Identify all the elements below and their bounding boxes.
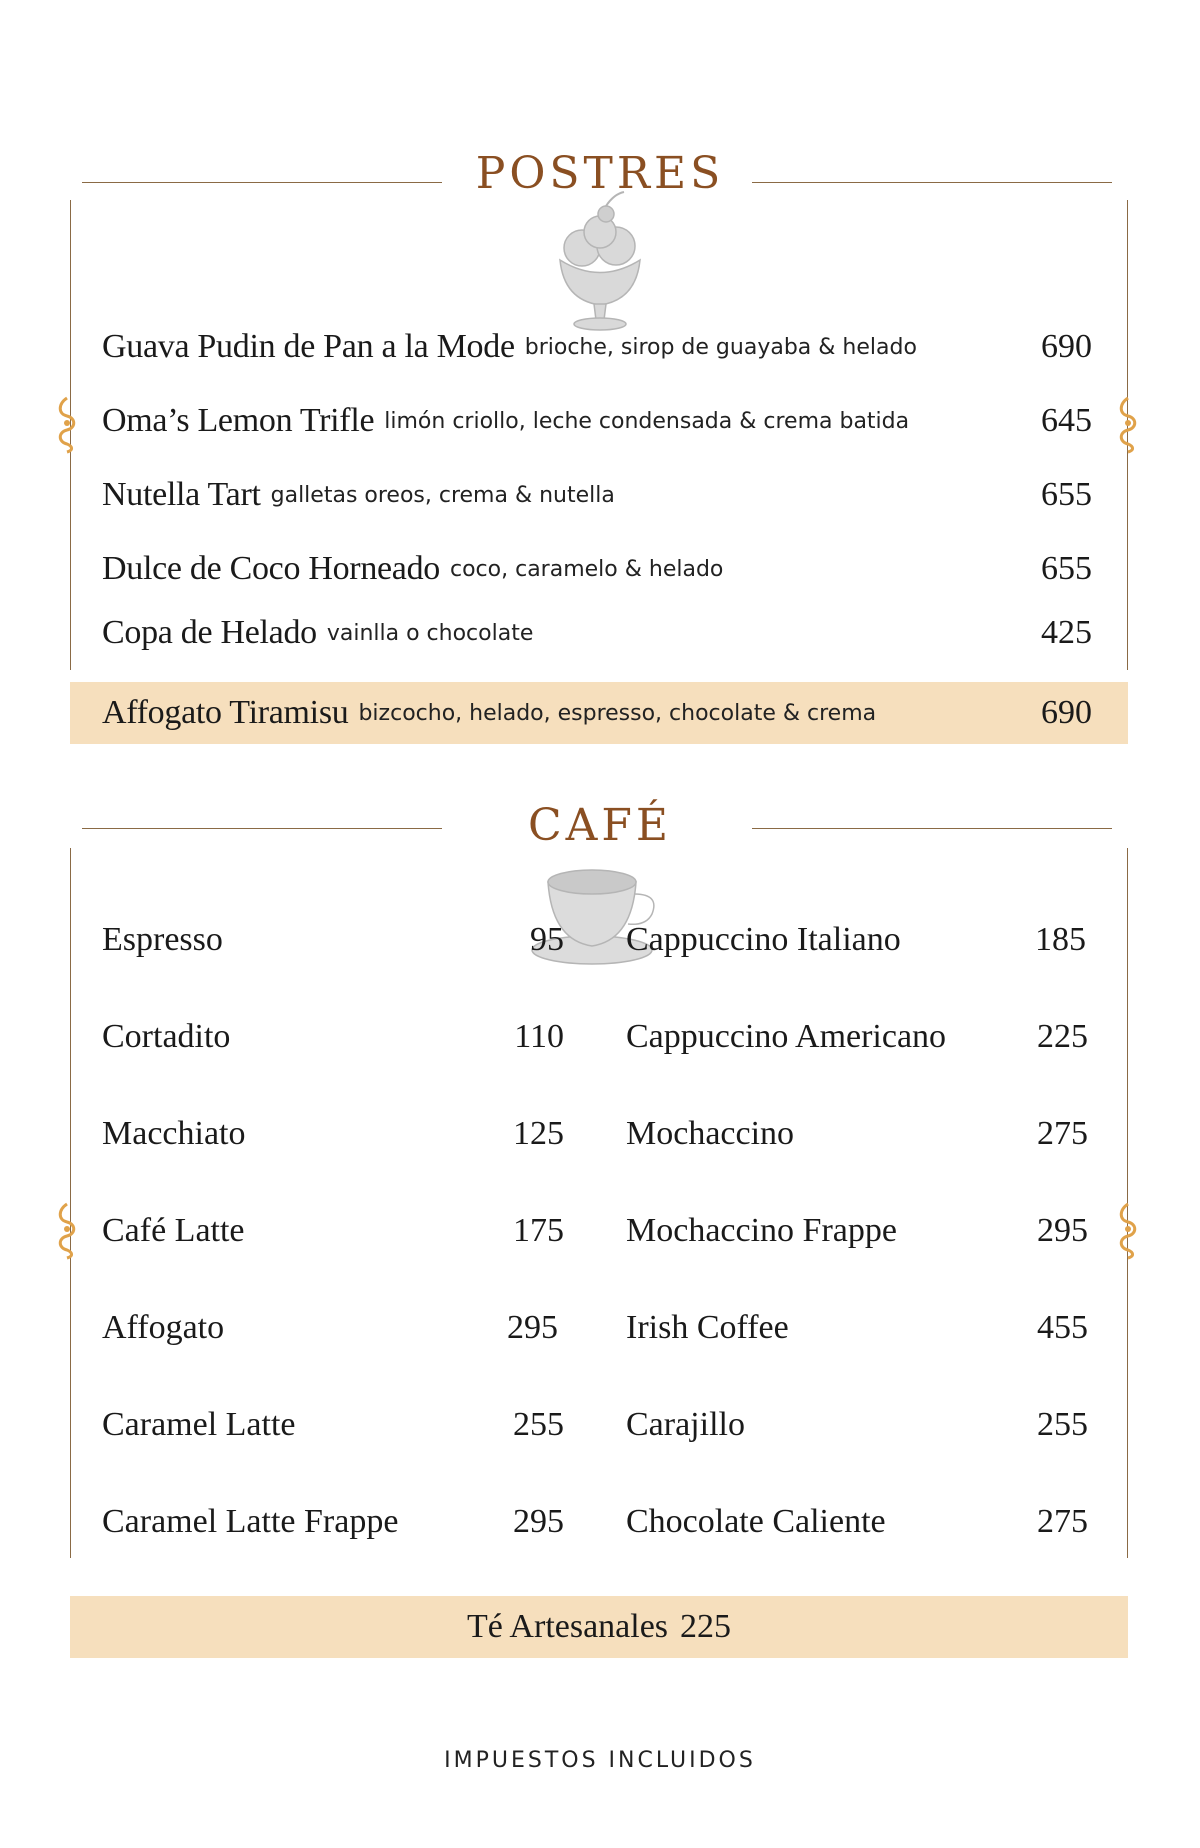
dessert-name: Affogato Tiramisu [102, 694, 349, 731]
coffee-name: Café Latte [102, 1212, 245, 1249]
coffee-name: Cortadito [102, 1018, 231, 1055]
coffee-price: 455 [1037, 1309, 1088, 1346]
coffee-name: Espresso [102, 921, 223, 958]
coffee-price: 225 [1037, 1018, 1088, 1055]
scroll-ornament-icon [1117, 396, 1139, 454]
coffee-row [102, 1012, 564, 1062]
coffee-name: Carajillo [626, 1406, 745, 1443]
dessert-row [102, 544, 1092, 594]
coffee-row [102, 1109, 564, 1159]
coffee-row [102, 1497, 564, 1547]
dessert-description: coco, caramelo & helado [450, 556, 724, 582]
dessert-description: vainlla o chocolate [326, 620, 534, 646]
dessert-row [102, 322, 1092, 372]
featured-dessert-row [102, 688, 1092, 738]
dessert-description: bizcocho, helado, espresso, chocolate & crema [358, 700, 877, 726]
coffee-price: 110 [514, 1018, 564, 1055]
coffee-price: 275 [1037, 1115, 1088, 1152]
dessert-description: galletas oreos, crema & nutella [270, 482, 615, 508]
coffee-row [626, 1303, 1088, 1353]
dessert-name: Copa de Helado [102, 614, 317, 651]
coffee-name: Chocolate Caliente [626, 1503, 886, 1540]
dessert-name: Guava Pudin de Pan a la Mode [102, 328, 515, 365]
dessert-row [102, 396, 1092, 446]
coffee-price: 95 [530, 921, 564, 958]
coffee-row [626, 1400, 1088, 1450]
coffee-row [626, 1497, 1088, 1547]
coffee-price: 295 [513, 1503, 564, 1540]
dessert-name: Dulce de Coco Horneado [102, 550, 440, 587]
coffee-name: Cappuccino Americano [626, 1018, 947, 1055]
scroll-ornament-icon [56, 396, 78, 454]
scroll-ornament-icon [56, 1202, 78, 1260]
dessert-price: 655 [1041, 476, 1092, 513]
coffee-row [626, 1206, 1088, 1256]
coffee-row [102, 1206, 564, 1256]
coffee-row [626, 915, 1086, 965]
coffee-price: 275 [1037, 1503, 1088, 1540]
dessert-price: 655 [1041, 550, 1092, 587]
coffee-name: Caramel Latte [102, 1406, 296, 1443]
dessert-name: Nutella Tart [102, 476, 261, 513]
dessert-price: 645 [1041, 402, 1092, 439]
dessert-row [102, 608, 1092, 658]
coffee-price: 125 [513, 1115, 564, 1152]
tea-price: 225 [680, 1608, 732, 1645]
coffee-price: 255 [1037, 1406, 1088, 1443]
postres-title: POSTRES [475, 148, 725, 199]
tea-name: Té Artesanales [466, 1608, 669, 1645]
coffee-name: Mochaccino Frappe [626, 1212, 897, 1249]
coffee-price: 255 [513, 1406, 564, 1443]
scroll-ornament-icon [1117, 1202, 1139, 1260]
coffee-price: 295 [1037, 1212, 1088, 1249]
coffee-name: Macchiato [102, 1115, 246, 1152]
coffee-name: Mochaccino [626, 1115, 795, 1152]
cafe-title: CAFÉ [527, 800, 673, 851]
dessert-row [102, 470, 1092, 520]
dessert-price: 425 [1041, 614, 1092, 651]
taxes-included-note: IMPUESTOS INCLUIDOS [444, 1748, 756, 1773]
dessert-price: 690 [1041, 694, 1092, 731]
coffee-name: Affogato [102, 1309, 225, 1346]
coffee-price: 175 [513, 1212, 564, 1249]
dessert-description: brioche, sirop de guayaba & helado [524, 334, 917, 360]
coffee-price: 185 [1035, 921, 1086, 958]
coffee-name: Cappuccino Italiano [626, 921, 901, 958]
sundae-illustration [540, 190, 660, 340]
coffee-row [626, 1109, 1088, 1159]
coffee-name: Caramel Latte Frappe [102, 1503, 399, 1540]
coffee-price: 295 [507, 1309, 558, 1346]
coffee-row [102, 1400, 564, 1450]
dessert-name: Oma’s Lemon Trifle [102, 402, 375, 439]
coffee-name: Irish Coffee [626, 1309, 789, 1346]
coffee-row [102, 1303, 558, 1353]
coffee-row [102, 915, 564, 965]
coffee-row [626, 1012, 1088, 1062]
tea-band [70, 1596, 1128, 1658]
dessert-price: 690 [1041, 328, 1092, 365]
dessert-description: limón criollo, leche condensada & crema batida [384, 408, 910, 434]
